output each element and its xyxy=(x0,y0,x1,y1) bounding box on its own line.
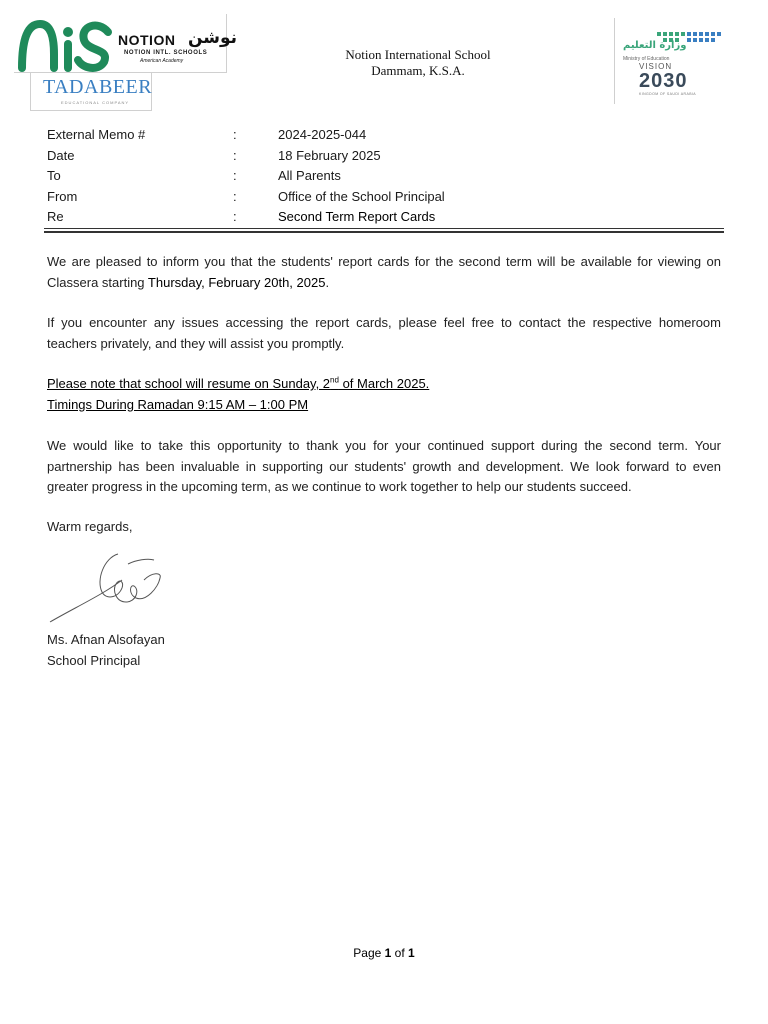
memo-value: 2024-2025-044 xyxy=(278,127,367,142)
memo-colon: : xyxy=(233,147,237,163)
memo-value: 18 February 2025 xyxy=(278,147,381,163)
memo-colon: : xyxy=(233,168,237,183)
memo-colon: : xyxy=(233,188,237,204)
memo-colon: : xyxy=(233,127,237,142)
ordinal-suffix: nd xyxy=(330,375,339,385)
logo-tagline: American Academy xyxy=(140,58,184,64)
availability-date: Thursday, February 20th, 2025 xyxy=(147,274,326,290)
memo-label: From xyxy=(47,188,78,204)
memo-header xyxy=(47,125,727,228)
memo-value: Office of the School Principal xyxy=(278,188,445,204)
paragraph-text: . xyxy=(325,274,330,290)
memo-value: All Parents xyxy=(278,168,341,183)
resume-note xyxy=(47,374,721,395)
memo-label: Re xyxy=(47,209,64,224)
memo-row-subject xyxy=(47,207,727,228)
memo-row-to xyxy=(47,166,727,187)
vision-subtitle: KINGDOM OF SAUDI ARABIA xyxy=(639,92,697,96)
memo-row-from xyxy=(47,187,727,208)
vision-year: 2030 xyxy=(639,70,688,92)
school-location: Dammam, K.S.A. xyxy=(371,63,465,78)
signer-title: School Principal xyxy=(47,652,141,668)
signature-icon xyxy=(44,550,174,626)
partner-logo xyxy=(30,72,152,111)
nis-logo-icon xyxy=(18,18,116,72)
partner-logo-text: TADABEER xyxy=(43,76,153,98)
memo-label: External Memo # xyxy=(47,127,146,142)
paragraph-report-availability xyxy=(47,252,721,293)
vision-label: VISION xyxy=(639,62,673,71)
memo-colon: : xyxy=(233,209,237,224)
ministry-name-arabic: وزارة التعليم xyxy=(623,40,687,51)
resume-note-text: Please note that school will resume on Sunday, 2 xyxy=(47,376,331,391)
important-notes xyxy=(47,374,721,415)
page-current: 1 xyxy=(384,946,392,960)
paragraph-support: If you encounter any issues accessing the report cards, please feel free to contact the respective homeroom teachers privately, and they will assist you promptly. xyxy=(47,315,721,351)
paragraph-text: We are pleased to inform you that the students' report cards for the second term will be available for viewing on Classera starting xyxy=(47,254,721,290)
resume-note-text: of March 2025. xyxy=(338,376,430,391)
ministry-name: Ministry of Education xyxy=(623,56,670,62)
logo-brand-arabic: نوشن xyxy=(188,28,238,48)
memo-row-date xyxy=(47,146,727,167)
closing: Warm regards, xyxy=(47,519,133,534)
ramadan-timings-note: Timings During Ramadan 9:15 AM – 1:00 PM xyxy=(47,396,309,412)
page-word: Page xyxy=(353,946,382,960)
page-number xyxy=(0,946,768,960)
ministry-logo xyxy=(614,18,768,104)
logo-subtitle: NOTION INTL. SCHOOLS xyxy=(124,50,208,56)
memo-label: Date xyxy=(47,147,75,163)
header-divider xyxy=(44,228,724,229)
signer-name: Ms. Afnan Alsofayan xyxy=(47,632,165,647)
signer-block xyxy=(47,630,721,671)
logo-brand: NOTION xyxy=(118,32,176,48)
header-divider-thick xyxy=(44,231,724,233)
school-name: Notion International School xyxy=(345,47,491,62)
memo-subject: Second Term Report Cards xyxy=(278,209,436,224)
page-of: of xyxy=(394,946,405,960)
school-logo xyxy=(14,14,238,73)
paragraph-thanks: We would like to take this opportunity to thank you for your continued support during the second term. Your partnership has been invaluable in supporting our students' growth and development. We look forward to even greater progress in the upcoming term, as we continue to work together to help our students succeed. xyxy=(47,438,721,494)
partner-logo-tagline: EDUCATIONAL COMPANY xyxy=(61,100,130,105)
school-heading xyxy=(300,47,536,79)
memo-label: To xyxy=(47,168,61,183)
page-total: 1 xyxy=(408,946,415,960)
memo-row-number xyxy=(47,125,727,146)
